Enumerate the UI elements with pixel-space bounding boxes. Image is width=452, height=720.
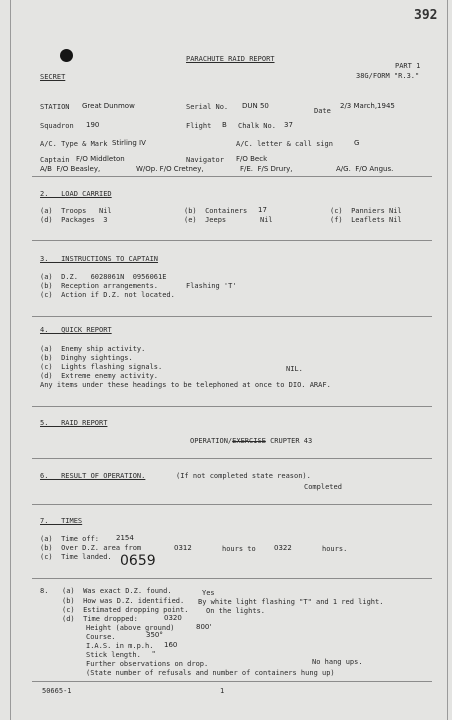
- q8-a: (a) Was exact D.Z. found.: [62, 587, 172, 595]
- classification: SECRET: [40, 73, 66, 81]
- binder-line: [10, 0, 11, 720]
- ac-type-label: A/C. Type & Mark: [40, 140, 108, 148]
- section-5-heading: 5. RAID REPORT: [40, 419, 108, 427]
- quick-a: (a) Enemy ship activity.: [40, 345, 146, 353]
- station-value: Great Dunmow: [82, 102, 135, 110]
- q8-a-value: Yes: [202, 589, 215, 597]
- containers-label: (b) Containers: [184, 207, 248, 215]
- course-value: 350°: [146, 631, 163, 639]
- station-label: STATION: [40, 103, 70, 111]
- dz-coordinates: (a) D.Z. 6028061N 0956061E: [40, 273, 167, 281]
- binder-line: [447, 0, 448, 720]
- q8-d: (d) Time dropped:: [62, 615, 138, 623]
- crew-wireless-op: W/Op. F/O Cretney,: [136, 165, 204, 173]
- section-divider: [32, 578, 432, 579]
- q8-c-value: On the lights.: [206, 607, 266, 615]
- section-divider: [32, 458, 432, 459]
- form-number: 50665-1: [42, 687, 72, 695]
- navigator-label: Navigator: [186, 156, 224, 164]
- footer-page: 1: [220, 687, 225, 695]
- quick-b: (b) Dinghy sightings.: [40, 354, 133, 362]
- captain-label: Captain: [40, 156, 70, 164]
- time-landed-value: 0659: [120, 553, 156, 569]
- operation-line: [190, 438, 312, 445]
- further-label: Further observations on drop.: [86, 660, 209, 668]
- troops-row: (a) Troops Nil: [40, 207, 112, 215]
- section-divider: [32, 176, 432, 177]
- section-divider: [32, 240, 432, 241]
- time-landed-label: (c) Time landed.: [40, 553, 112, 561]
- q8-b-value: By white light flashing "T" and 1 red light.: [198, 598, 384, 606]
- section-7-heading: 7. TIMES: [40, 517, 83, 525]
- jeeps-label: (e) Jeeps: [184, 216, 227, 224]
- height-label: Height (above ground): [86, 624, 175, 632]
- squadron-value: 190: [86, 121, 100, 129]
- section-2-heading: 2. LOAD CARRIED: [40, 190, 112, 198]
- stick-value: ": [152, 650, 156, 658]
- further-value: No hang ups.: [312, 658, 363, 666]
- jeeps-value: Nil: [260, 216, 273, 224]
- over-from-value: 0312: [174, 544, 192, 552]
- over-dz-label: (b) Over D.Z. area from: [40, 544, 142, 552]
- course-label: Course.: [86, 633, 116, 641]
- q8-b: (b) How was D.Z. identified.: [62, 597, 185, 605]
- form-reference: 38G/FORM "R.3.": [356, 72, 420, 80]
- section-divider: [32, 406, 432, 407]
- reception-value: Flashing 'T': [186, 282, 237, 290]
- quick-note: Any items under these headings to be telephoned at once to DIO. ARAF.: [40, 381, 331, 389]
- section-divider: [32, 681, 432, 682]
- time-off-value: 2154: [116, 534, 134, 542]
- part-label: PART 1: [395, 62, 421, 70]
- section-3-heading: 3. INSTRUCTIONS TO CAPTAIN: [40, 255, 159, 263]
- result-value: Completed: [304, 483, 342, 491]
- chalk-value: 37: [284, 121, 293, 129]
- quick-d: (d) Extreme enemy activity.: [40, 372, 159, 380]
- ias-label: I.A.S. in m.p.h.: [86, 642, 154, 650]
- over-to-value: 0322: [274, 544, 292, 552]
- quick-c-value: NIL.: [286, 365, 303, 373]
- section-divider: [32, 504, 432, 505]
- stick-label: Stick length.: [86, 651, 141, 659]
- form-title: PARACHUTE RAID REPORT: [186, 55, 275, 63]
- section-4-heading: 4. QUICK REPORT: [40, 326, 112, 334]
- serial-label: Serial No.: [186, 103, 229, 111]
- q8-c: (c) Estimated dropping point.: [62, 606, 189, 614]
- section-6-heading: 6. RESULT OF OPERATION.: [40, 472, 146, 480]
- exercise-struck: EXERCISE: [232, 437, 266, 445]
- ac-letter-label: A/C. letter & call sign: [236, 140, 333, 148]
- section-8-number: 8.: [40, 587, 49, 595]
- result-note: (If not completed state reason).: [176, 472, 311, 480]
- crew-air-gunner: A/G. F/O Angus.: [336, 165, 394, 173]
- chalk-label: Chalk No.: [238, 122, 276, 130]
- serial-value: DUN 50: [242, 102, 269, 110]
- packages-row: (d) Packages 3: [40, 216, 108, 224]
- state-note: (State number of refusals and number of containers hung up): [86, 669, 335, 677]
- punch-hole: [60, 49, 73, 62]
- squadron-label: Squadron: [40, 122, 74, 130]
- section-divider: [32, 316, 432, 317]
- containers-value: 17: [258, 206, 267, 214]
- ac-type-value: Stirling IV: [112, 139, 146, 147]
- leaflets-row: (f) Leaflets Nil: [330, 216, 402, 224]
- page-number: 392: [414, 8, 438, 23]
- date-label: Date: [314, 107, 331, 115]
- crew-flight-engineer: F/E. F/S Drury,: [240, 165, 293, 173]
- ac-letter-value: G: [354, 139, 360, 147]
- operation-name: CRUPTER 43: [265, 437, 313, 445]
- time-off-label: (a) Time off:: [40, 535, 100, 543]
- operation-label: OPERATION/: [190, 437, 233, 445]
- reception-label: (b) Reception arrangements.: [40, 282, 159, 290]
- ias-value: 160: [164, 641, 178, 649]
- hours-label: hours.: [322, 545, 348, 553]
- captain-value: F/O Middleton: [76, 155, 125, 163]
- date-value: 2/3 March,1945: [340, 102, 395, 110]
- q8-d-value: 0320: [164, 614, 182, 622]
- panniers-row: (c) Panniers Nil: [330, 207, 402, 215]
- hours-to-label: hours to: [222, 545, 256, 553]
- crew-bomb-aimer: A/B F/O Beasley,: [40, 165, 101, 173]
- navigator-value: F/O Beck: [236, 155, 268, 163]
- flight-label: Flight: [186, 122, 212, 130]
- action-row: (c) Action if D.Z. not located.: [40, 291, 175, 299]
- height-value: 800': [196, 623, 212, 631]
- quick-c: (c) Lights flashing signals.: [40, 363, 163, 371]
- flight-value: B: [222, 121, 227, 129]
